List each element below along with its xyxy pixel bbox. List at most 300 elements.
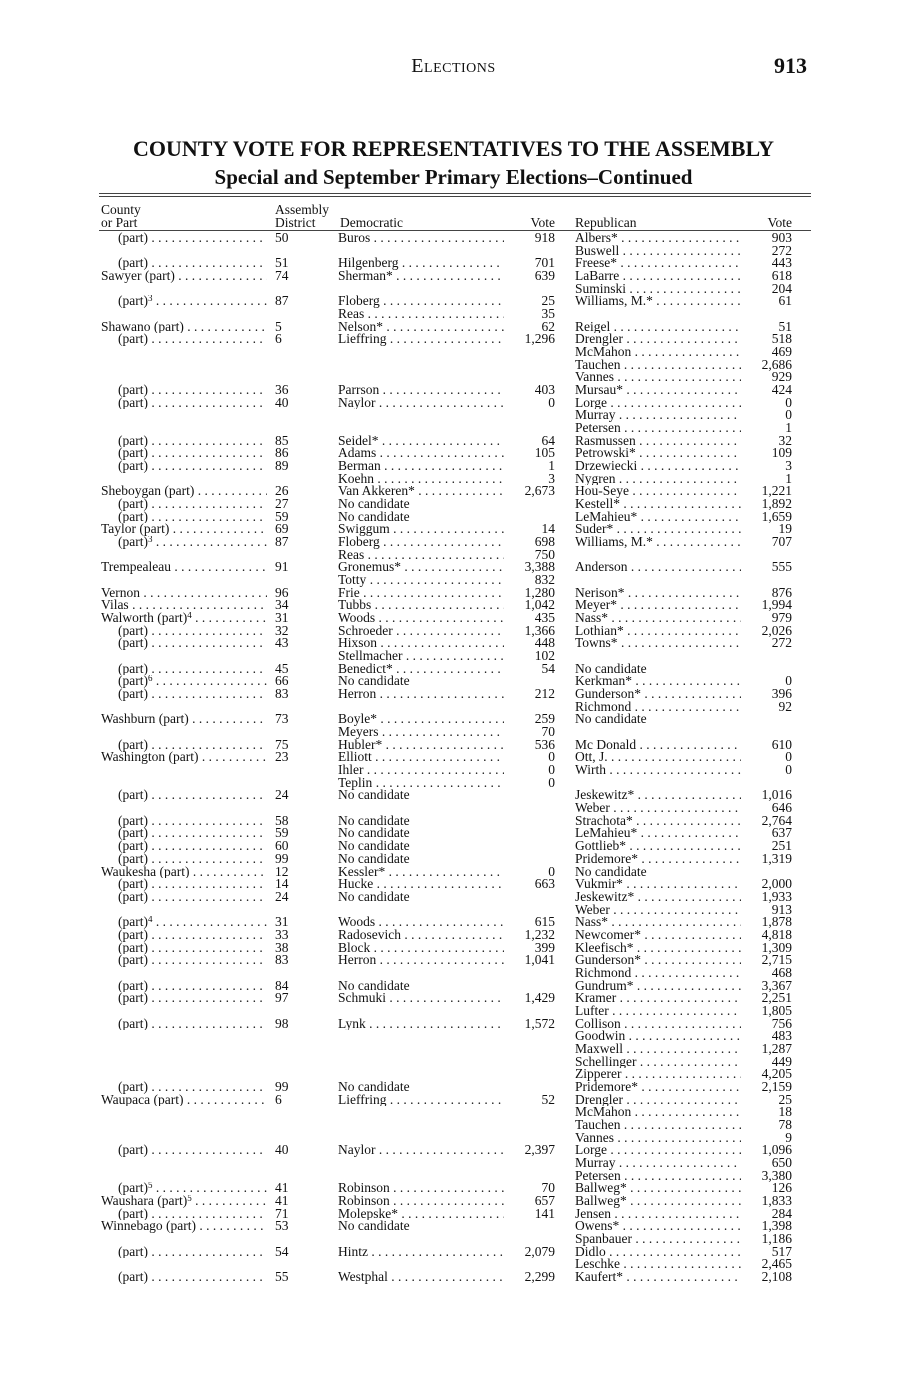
democrat-cell: Boyle* . . . [338, 713, 504, 726]
democrat-cell: Robinson . . . [338, 1195, 504, 1208]
table-row [0, 751, 907, 764]
rep-vote-cell: 610 [771, 736, 792, 752]
rep-vote-cell: 32 [778, 432, 792, 448]
rep-vote-cell: 3 [785, 458, 792, 474]
republican-cell: Maxwell . . . [575, 1043, 741, 1056]
democrat-cell: Van Akkeren* . . . [338, 485, 504, 498]
table-row [0, 422, 907, 435]
rep-vote-cell: 1,933 [761, 888, 792, 904]
footnote-marker: 5 [187, 1194, 192, 1203]
dem-vote-cell: 64 [541, 432, 555, 448]
democrat-cell: Gronemus* . . . [338, 561, 504, 574]
dem-vote-cell: 1 [548, 458, 555, 474]
republican-cell: Ott, J. . . . [575, 751, 741, 764]
rep-vote-cell: 3,380 [761, 1167, 792, 1183]
dem-vote-cell: 698 [534, 534, 555, 550]
democrat-cell: Kessler* . . . [338, 866, 504, 879]
rep-vote-cell: 1,833 [761, 1192, 792, 1208]
district-cell: 96 [275, 584, 289, 600]
col-header-republican: Republican [575, 215, 637, 230]
county-cell: (part) . . . [118, 1081, 267, 1094]
dem-vote-cell: 259 [534, 711, 555, 727]
county-cell: Waukesha (part) . . . [101, 866, 267, 879]
table-row [0, 660, 907, 676]
district-cell: 98 [275, 1015, 289, 1031]
dem-vote-cell: 1,429 [524, 990, 555, 1006]
dem-vote-cell: 70 [541, 1180, 555, 1196]
table-row [0, 460, 907, 473]
dem-vote-cell: 701 [534, 255, 555, 271]
republican-cell: Goodwin . . . [575, 1030, 741, 1043]
republican-cell: Hou-Seye . . . [575, 485, 741, 498]
democrat-cell: No candidate [338, 814, 410, 828]
republican-cell: Lothian* . . . [575, 625, 741, 638]
republican-cell: Kaufert* . . . [575, 1271, 741, 1284]
rep-vote-cell: 2,251 [761, 990, 792, 1006]
county-cell: (part) . . . [118, 447, 267, 460]
county-cell: (part) . . . [118, 232, 267, 245]
republican-cell: Jeskewitz* . . . [575, 891, 741, 904]
county-cell: Vilas . . . [101, 599, 267, 612]
democrat-cell: Hubler* . . . [338, 739, 504, 752]
dem-vote-cell: 70 [541, 724, 555, 740]
dem-vote-cell: 435 [534, 610, 555, 626]
footnote-marker: 4 [147, 916, 153, 925]
republican-cell: Wirth . . . [575, 764, 741, 777]
rep-vote-cell: 1,287 [761, 1040, 792, 1056]
dem-vote-cell: 657 [534, 1192, 555, 1208]
democrat-cell: Woods . . . [338, 612, 504, 625]
dem-vote-cell: 0 [548, 762, 555, 778]
democrat-cell: Robinson . . . [338, 1182, 504, 1195]
county-cell: (part) . . . [118, 980, 267, 993]
rep-vote-cell: 204 [771, 280, 792, 296]
democrat-cell: Molepske* . . . [338, 1208, 504, 1221]
county-cell: (part) . . . [118, 460, 267, 473]
republican-cell: Jeskewitz* . . . [575, 789, 741, 802]
district-cell: 14 [275, 876, 289, 892]
district-cell: 60 [275, 838, 289, 854]
table-row [0, 384, 907, 397]
republican-cell: McMahon . . . [575, 346, 741, 359]
democrat-cell: Naylor . . . [338, 397, 504, 410]
democrat-cell: Naylor . . . [338, 1144, 504, 1157]
rep-vote-cell: 2,686 [761, 356, 792, 372]
district-cell: 99 [275, 850, 289, 866]
district-cell: 5 [275, 318, 282, 334]
table-row [0, 637, 907, 650]
rep-vote-cell: 92 [778, 698, 792, 714]
dem-vote-cell: 1,232 [524, 926, 555, 942]
democrat-cell: No candidate [338, 890, 410, 904]
rep-vote-cell: 646 [771, 800, 792, 816]
rep-vote-cell: 272 [771, 635, 792, 651]
republican-cell: Collison . . . [575, 1018, 741, 1031]
democrat-cell: Frie . . . [338, 587, 504, 600]
rep-vote-cell: 707 [771, 534, 792, 550]
rep-vote-cell: 1,892 [761, 496, 792, 512]
democrat-cell: No candidate [338, 979, 410, 993]
top-rule [99, 193, 811, 194]
county-cell: (part) . . . [118, 435, 267, 448]
dem-vote-cell: 536 [534, 736, 555, 752]
republican-cell: Petrowski* . . . [575, 447, 741, 460]
county-cell: (part) . . . [118, 853, 267, 866]
rep-vote-cell: 396 [771, 686, 792, 702]
page-number: 913 [774, 53, 807, 78]
district-cell: 55 [275, 1268, 289, 1284]
district-cell: 51 [275, 255, 289, 271]
democrat-cell: Westphal . . . [338, 1271, 504, 1284]
table-row [0, 536, 907, 549]
rep-vote-cell: 25 [778, 1091, 792, 1107]
county-cell: (part) . . . [118, 891, 267, 904]
district-cell: 54 [275, 1243, 289, 1259]
district-cell: 6 [275, 1091, 282, 1107]
dem-vote-cell: 141 [534, 1205, 555, 1221]
republican-cell: Newcomer* . . . [575, 929, 741, 942]
rep-vote-cell: 913 [771, 901, 792, 917]
county-cell: (part) . . . [118, 942, 267, 955]
district-cell: 83 [275, 952, 289, 968]
republican-cell: Kerkman* . . . [575, 675, 741, 688]
district-cell: 74 [275, 268, 289, 283]
rep-vote-cell: 929 [771, 369, 792, 385]
republican-cell: Suminski . . . [575, 283, 741, 296]
rep-vote-cell: 443 [771, 255, 792, 271]
dem-vote-cell: 615 [534, 914, 555, 930]
dem-vote-cell: 35 [541, 306, 555, 322]
county-cell: (part) . . . [118, 257, 267, 270]
rep-vote-cell: 1,016 [761, 787, 792, 803]
rep-vote-cell: 1,186 [761, 1230, 792, 1246]
democrat-cell: Radosevich . . . [338, 929, 504, 942]
dem-vote-cell: 1,366 [524, 622, 555, 638]
rep-vote-cell: 2,108 [761, 1268, 792, 1284]
rep-vote-cell: 78 [778, 1116, 792, 1132]
rep-vote-cell: 1,805 [761, 1002, 792, 1018]
republican-cell: Kestell* . . . [575, 498, 741, 511]
democrat-cell: No candidate [338, 840, 410, 853]
rep-vote-cell: 469 [771, 344, 792, 360]
district-cell: 40 [275, 394, 289, 410]
district-cell: 31 [275, 610, 289, 626]
table-row [0, 698, 907, 714]
rep-vote-cell: 1,096 [761, 1142, 792, 1158]
rep-vote-cell: 618 [771, 268, 792, 283]
district-cell: 89 [275, 458, 289, 474]
democrat-cell: Hixson . . . [338, 637, 504, 650]
republican-cell: No candidate [575, 713, 647, 727]
rep-vote-cell: 251 [771, 838, 792, 854]
dem-vote-cell: 1,572 [524, 1015, 555, 1031]
district-cell: 38 [275, 939, 289, 955]
county-cell: (part) . . . [118, 625, 267, 638]
district-cell: 23 [275, 749, 289, 765]
dem-vote-cell: 102 [534, 648, 555, 664]
democrat-cell: Reas . . . [338, 308, 504, 321]
republican-cell: Ballweg* . . . [575, 1182, 741, 1195]
county-cell: (part) . . . [118, 333, 267, 346]
democrat-cell: Woods . . . [338, 916, 504, 929]
democrat-cell: Elliott . . . [338, 751, 504, 764]
democrat-cell: Koehn . . . [338, 473, 504, 486]
rep-vote-cell: 1,878 [761, 914, 792, 930]
rep-vote-cell: 449 [771, 1053, 792, 1069]
district-cell: 75 [275, 736, 289, 752]
rep-vote-cell: 1,319 [761, 850, 792, 866]
dem-vote-cell: 212 [534, 686, 555, 702]
republican-cell: Drengler . . . [575, 1094, 741, 1107]
dem-vote-cell: 62 [541, 318, 555, 334]
table-row [0, 1091, 907, 1107]
county-cell: (part) . . . [118, 663, 267, 676]
footnote-marker: 3 [147, 536, 153, 545]
republican-cell: Nerison* . . . [575, 587, 741, 600]
rep-vote-cell: 1,309 [761, 939, 792, 955]
rep-vote-cell: 1 [785, 470, 792, 486]
democrat-cell: Nelson* . . . [338, 321, 504, 334]
democrat-cell: Lynk . . . [338, 1018, 504, 1031]
rep-vote-cell: 2,465 [761, 1256, 792, 1272]
county-cell: (part) . . . [118, 1018, 267, 1031]
republican-cell: Vukmir* . . . [575, 878, 741, 891]
democrat-cell: Hilgenberg . . . [338, 257, 504, 270]
rep-vote-cell: 0 [785, 749, 792, 765]
table-row [0, 561, 907, 574]
county-cell: (part) . . . [118, 827, 267, 840]
republican-cell: Williams, M.* . . . [575, 536, 741, 549]
rep-vote-cell: 61 [778, 293, 792, 309]
republican-cell: Drzewiecki . . . [575, 460, 741, 473]
rep-vote-cell: 3,367 [761, 977, 792, 993]
republican-cell: Murray . . . [575, 1157, 741, 1170]
district-cell: 6 [275, 331, 282, 347]
republican-cell: Rasmussen . . . [575, 435, 741, 448]
democrat-cell: No candidate [338, 498, 410, 511]
county-cell: (part) . . . [118, 1208, 267, 1221]
republican-cell: Richmond . . . [575, 701, 741, 714]
dem-vote-cell: 663 [534, 876, 555, 892]
rep-vote-cell: 468 [771, 964, 792, 980]
table-row [0, 736, 907, 752]
rep-vote-cell: 2,026 [761, 622, 792, 638]
democrat-cell: No candidate [338, 675, 410, 689]
republican-cell: Owens* . . . [575, 1220, 741, 1233]
header-rule [99, 230, 811, 231]
democrat-cell: No candidate [338, 789, 410, 803]
republican-cell: Pridemore* . . . [575, 1081, 741, 1094]
dem-vote-cell: 2,079 [524, 1243, 555, 1259]
dem-vote-cell: 750 [534, 546, 555, 562]
district-cell: 27 [275, 496, 289, 512]
county-cell: Trempealeau . . . [101, 561, 267, 574]
county-cell: (part) . . . [118, 789, 267, 802]
republican-cell: Weber . . . [575, 802, 741, 815]
democrat-cell: Lieffring . . . [338, 333, 504, 346]
col-header-county: County or Part [101, 202, 141, 230]
republican-cell: Pridemore* . . . [575, 853, 741, 866]
democrat-cell: Lieffring . . . [338, 1094, 504, 1107]
democrat-cell: Ihler . . . [338, 764, 504, 777]
republican-cell: LeMahieu* . . . [575, 511, 741, 524]
footnote-marker: 4 [187, 612, 192, 621]
democrat-cell: Floberg . . . [338, 295, 504, 308]
district-cell: 66 [275, 673, 289, 689]
democrat-cell: Block . . . [338, 942, 504, 955]
democrat-cell: Buros . . . [338, 232, 504, 245]
democrat-cell: Herron . . . [338, 688, 504, 701]
rep-vote-cell: 19 [778, 521, 792, 537]
rep-vote-cell: 126 [771, 1180, 792, 1196]
republican-cell: Zipperer . . . [575, 1068, 741, 1081]
republican-cell: LeMahieu* . . . [575, 827, 741, 840]
rep-vote-cell: 876 [771, 584, 792, 600]
democrat-cell: Hucke . . . [338, 878, 504, 891]
county-cell: Waushara (part)$^5$ . . . [101, 1195, 267, 1208]
republican-cell: LaBarre . . . [575, 270, 741, 283]
republican-cell: Towns* . . . [575, 637, 741, 650]
dem-vote-cell: 0 [548, 774, 555, 790]
county-cell: Taylor (part) . . . [101, 523, 267, 536]
district-cell: 31 [275, 914, 289, 930]
table-subtitle: Special and September Primary Elections–Continued [214, 165, 693, 189]
table-title: COUNTY VOTE FOR REPRESENTATIVES TO THE ASSEMBLY [132, 136, 774, 161]
district-cell: 59 [275, 508, 289, 524]
dem-vote-cell: 1,041 [524, 952, 555, 968]
republican-cell: Tauchen . . . [575, 359, 741, 372]
district-cell: 83 [275, 686, 289, 702]
republican-cell: Schellinger . . . [575, 1056, 741, 1069]
dem-vote-cell: 2,299 [524, 1268, 555, 1284]
county-cell: (part) . . . [118, 384, 267, 397]
district-cell: 87 [275, 293, 289, 309]
rep-vote-cell: 4,205 [761, 1066, 792, 1082]
republican-cell: No candidate [575, 865, 647, 879]
district-cell: 97 [275, 990, 289, 1006]
rep-vote-cell: 4,818 [761, 926, 792, 942]
republican-cell: Lufter . . . [575, 1005, 741, 1018]
county-cell: (part) . . . [118, 688, 267, 701]
republican-cell: McMahon . . . [575, 1106, 741, 1119]
dem-vote-cell: 403 [534, 382, 555, 398]
dem-vote-cell: 2,397 [524, 1142, 555, 1158]
county-cell: (part) . . . [118, 498, 267, 511]
table-row [0, 308, 907, 321]
democrat-cell: No candidate [338, 1220, 410, 1233]
democrat-cell: Benedict* . . . [338, 663, 504, 676]
democrat-cell: Hintz . . . [338, 1246, 504, 1259]
district-cell: 36 [275, 382, 289, 398]
dem-vote-cell: 0 [548, 749, 555, 765]
rep-vote-cell: 518 [771, 331, 792, 347]
district-cell: 85 [275, 432, 289, 448]
table-row [0, 394, 907, 410]
county-cell: Winnebago (part) . . . [101, 1220, 267, 1233]
republican-cell: Gundrum* . . . [575, 980, 741, 993]
table-row [0, 280, 907, 296]
rep-vote-cell: 483 [771, 1028, 792, 1044]
rep-vote-cell: 0 [785, 673, 792, 689]
dem-vote-cell: 3,388 [524, 559, 555, 575]
district-cell: 58 [275, 812, 289, 828]
republican-cell: Williams, M.* . . . [575, 295, 741, 308]
republican-cell: Nass* . . . [575, 916, 741, 929]
republican-cell: Drengler . . . [575, 333, 741, 346]
col-header-district: Assembly District [275, 202, 329, 230]
republican-cell: Buswell . . . [575, 245, 741, 258]
table-row [0, 508, 907, 524]
table-row [0, 688, 907, 701]
county-cell: (part) . . . [118, 992, 267, 1005]
democrat-cell: Totty . . . [338, 574, 504, 587]
district-cell: 53 [275, 1218, 289, 1234]
rep-vote-cell: 0 [785, 762, 792, 778]
top-rule-double [99, 196, 811, 197]
rep-vote-cell: 517 [771, 1243, 792, 1259]
rep-vote-cell: 1 [785, 420, 792, 436]
county-cell: (part)$^4$ . . . [118, 916, 267, 929]
district-cell: 45 [275, 660, 289, 676]
rep-vote-cell: 424 [771, 382, 792, 398]
county-cell: Walworth (part)$^4$ . . . [101, 612, 267, 625]
rep-vote-cell: 979 [771, 610, 792, 626]
republican-cell: Petersen . . . [575, 422, 741, 435]
republican-cell: Kleefisch* . . . [575, 942, 741, 955]
district-cell: 41 [275, 1180, 289, 1196]
rep-vote-cell: 109 [771, 445, 792, 461]
county-cell: Sheboygan (part) . . . [101, 485, 267, 498]
republican-cell: Anderson . . . [575, 561, 741, 574]
district-cell: 86 [275, 445, 289, 461]
republican-cell: Nygren . . . [575, 473, 741, 486]
county-cell: Washburn (part) . . . [101, 713, 267, 726]
republican-cell: Albers* . . . [575, 232, 741, 245]
rep-vote-cell: 637 [771, 825, 792, 841]
republican-cell: Petersen . . . [575, 1170, 741, 1183]
dem-vote-cell: 2,673 [524, 483, 555, 499]
table-row [0, 295, 907, 308]
county-cell: (part) . . . [118, 1246, 267, 1259]
county-cell: (part) . . . [118, 637, 267, 650]
county-cell: Waupaca (part) . . . [101, 1094, 267, 1107]
republican-cell: Didlo . . . [575, 1246, 741, 1259]
dem-vote-cell: 1,042 [524, 597, 555, 613]
dem-vote-cell: 1,296 [524, 331, 555, 347]
democrat-cell: Reas . . . [338, 549, 504, 562]
footnote-marker: 5 [147, 1182, 153, 1191]
republican-cell: Nass* . . . [575, 612, 741, 625]
county-cell: Washington (part) . . . [101, 751, 267, 764]
footnote-marker: 3 [147, 295, 153, 304]
republican-cell: Mursau* . . . [575, 384, 741, 397]
county-cell: (part)$^6$ . . . [118, 675, 267, 688]
rep-vote-cell: 903 [771, 230, 792, 245]
table-row [0, 447, 907, 460]
republican-cell: Kramer . . . [575, 992, 741, 1005]
table-row [0, 1106, 907, 1119]
table-row [0, 764, 907, 777]
democrat-cell: Seidel* . . . [338, 435, 504, 448]
democrat-cell: Sherman* . . . [338, 270, 504, 283]
county-cell: (part) . . . [118, 511, 267, 524]
rep-vote-cell: 2,764 [761, 812, 792, 828]
dem-vote-cell: 14 [541, 521, 555, 537]
dem-vote-cell: 105 [534, 445, 555, 461]
county-cell: Shawano (part) . . . [101, 321, 267, 334]
rep-vote-cell: 1,994 [761, 597, 792, 613]
democrat-cell: No candidate [338, 510, 410, 524]
